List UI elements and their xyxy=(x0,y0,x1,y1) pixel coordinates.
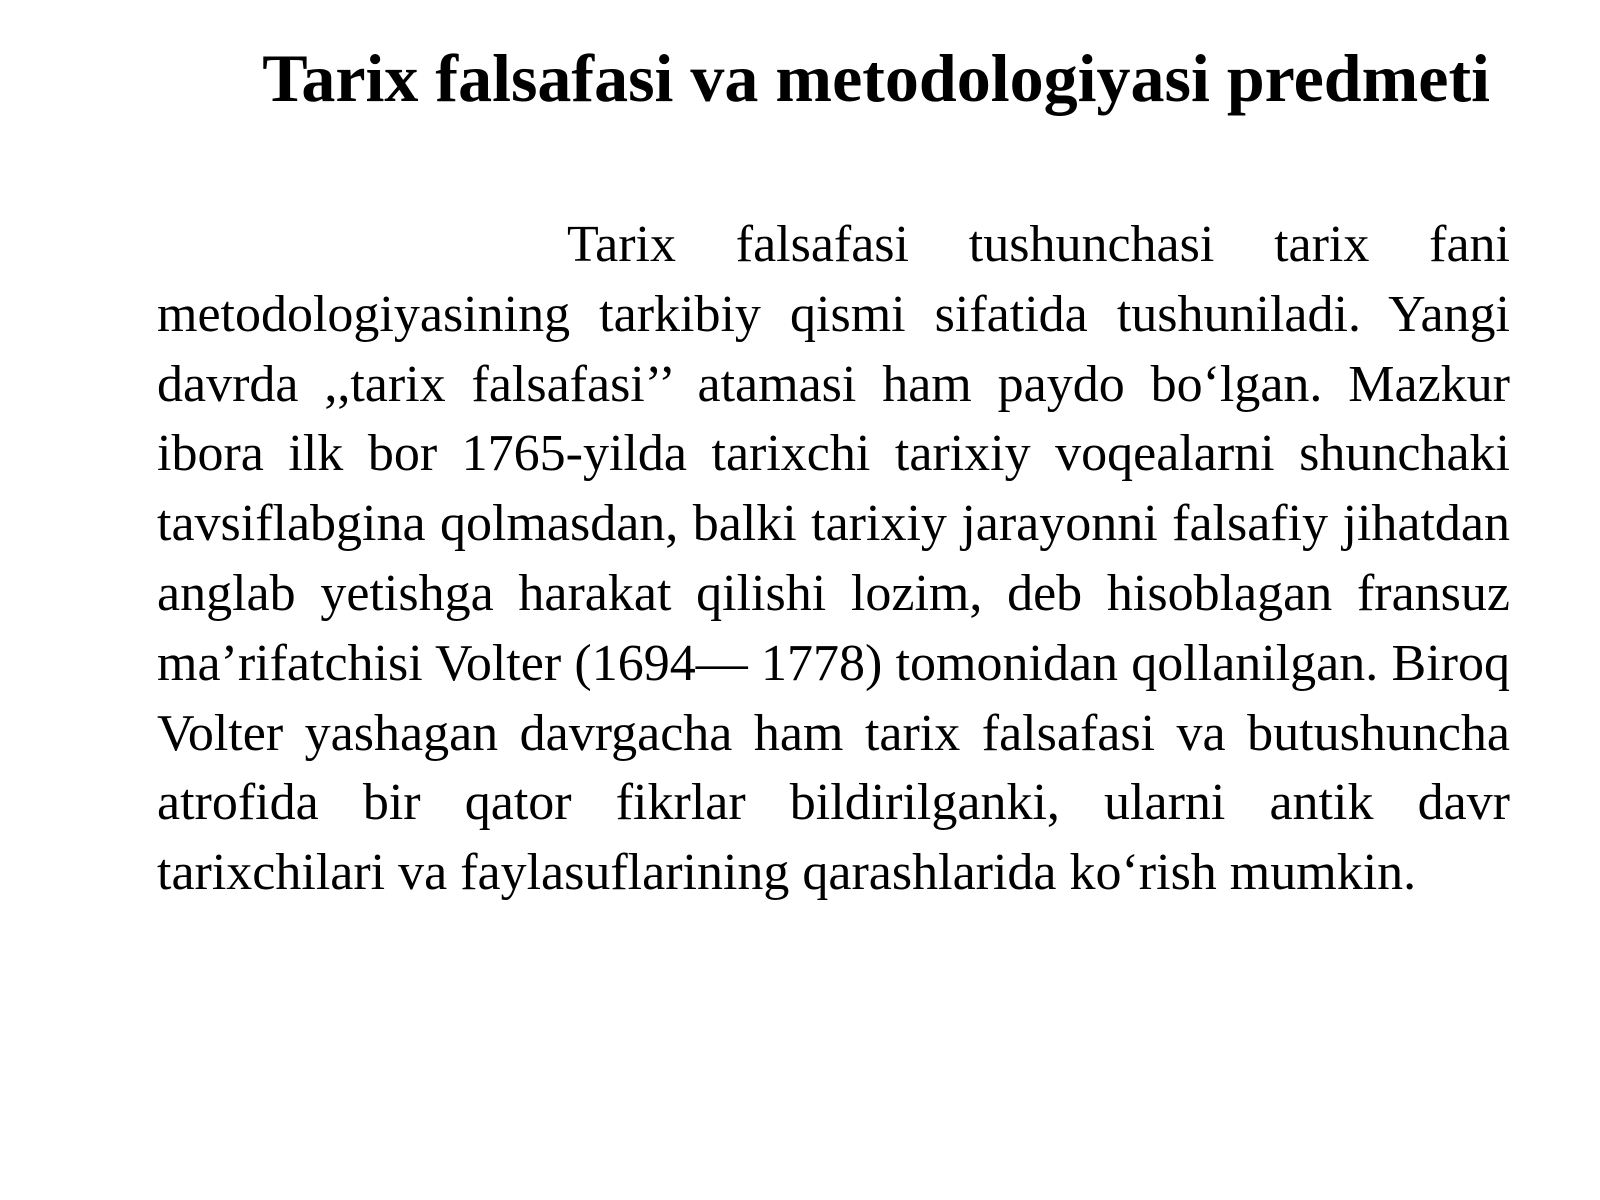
body-paragraph: Tarix falsafasi tushunchasi tarix fani metodologiyasining tarkibiy qismi sifatida tushuniladi. Yangi davrda ,,tarix falsafasi’’ atamasi ham paydo bo‘lgan. Mazkur ibora ilk bor 1765-yilda tarixchi tarixiy voqealarni shunchaki tavsiflabgina qolmasdan, balki tarixiy jarayonni falsafiy jihatdan anglab yetishga harakat qilishi lozim, deb hisoblagan fransuz ma’rifatchisi Volter (1694— 1778) tomonidan qollanilgan. Biroq Volter yashagan davrgacha ham tarix falsafasi va butushuncha atrofida bir qator fikrlar bildirilganki, ularni antik davr tarixchilari va faylasuflarining qarashlarida ko‘rish mumkin. xyxy=(157,216,1510,902)
slide-title: Tarix falsafasi va metodologiyasi predmeti xyxy=(262,40,1490,116)
